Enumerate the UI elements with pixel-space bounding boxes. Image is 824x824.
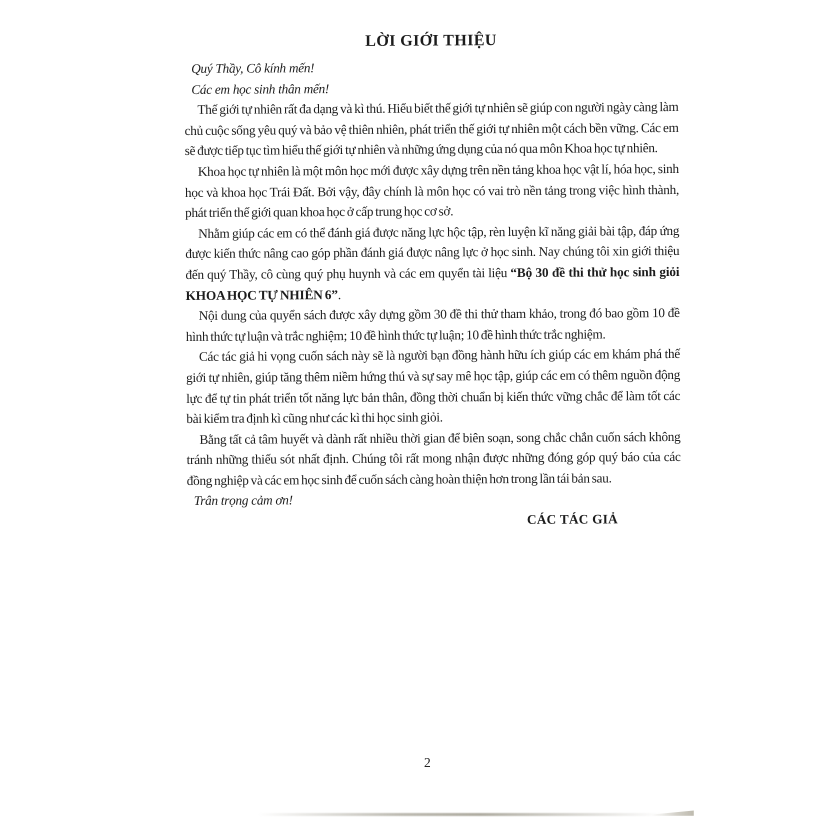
paragraph-book-introduction (185, 221, 679, 306)
bottom-page-edge-shadow (258, 813, 662, 816)
greeting-line-teachers: Quý Thầy, Cô kính mến! (191, 60, 315, 76)
book-title-bold: “Bộ 30 đề thi thử học sinh giỏi KHOA HỌC TỰ NHIÊN 6” (185, 263, 680, 303)
paragraph-book-introduction-suffix: . (337, 286, 341, 302)
authors-signature: CÁC TÁC GIẢ (526, 511, 619, 527)
page-number: 2 (424, 755, 431, 770)
bottom-page-corner-curl-shadow (652, 806, 694, 816)
paragraph-authors-hope: Các tác giả hi vọng cuốn sách này sẽ là người bạn đồng hành hữu ích giúp các em khám phá thế giới tự nhiên, giúp tăng thêm niềm hứng thú và sự say mê học tập, giúp các em có thêm nguồn động lực để tự tin phát triển tốt năng lực bản thân, đồng thời chuẩn bị kiến thức vững chắc để làm tốt các bài kiểm tra định kì cũng như các kì thi học sinh giỏi. (186, 346, 681, 427)
greeting-line-students: Các em học sinh thân mến! (191, 80, 330, 97)
paragraph-book-contents: Nội dung của quyển sách được xây dựng gồm 30 đề thi thử tham khảo, trong đó bao gồm 10 đề hình thức tự luận và trắc nghiệm; 10 đề hình thức tự luận; 10 đề hình thức trắc nghiệm. (185, 305, 680, 344)
page-text-block (184, 30, 681, 533)
paragraph-book-introduction-prefix: Nhằm giúp các em có thể đánh giá được năng lực hộc tập, rèn luyện kĩ năng giải bài tập, đáp ứng được kiến thức nâng cao góp phần đánh giá được nâng lực ở học sinh. Nay chúng tôi xin giới thiệu đến quý Thầy, cô cùng quý phụ huynh và các em quyển tài liệu (185, 222, 680, 282)
paragraph-feedback-request: Bằng tất cả tâm huyết và dành rất nhiều thời gian để biên soạn, song chắc chắn cuốn sách không tránh những thiếu sót nhất định. Chúng tôi rất mong nhận được những đóng góp quý báo của các đồng nghiệp và các em học sinh để cuốn sách càng hoàn thiện hơn trong lần tái bản sau. (186, 428, 681, 488)
closing-line: Trân trọng cảm ơn! (193, 492, 293, 509)
page-title: LỜI GIỚI THIỆU (365, 32, 497, 50)
paragraph-nature-world: Thế giới tự nhiên rất đa dạng và kì thú. Hiểu biết thế giới tự nhiên sẽ giúp con người ngày càng làm chủ cuộc sống yêu quý và bảo vệ thiên nhiên, phát triển thế giới tự nhiên một cách bền vững. Các em sẽ được tiếp tục tìm hiểu thế giới tự nhiên và những ứng dụng của nó qua môn Khoa học tự nhiên. (184, 99, 679, 159)
paragraph-subject-foundation: Khoa học tự nhiên là một môn học mới được xây dựng trên nền tảng khoa học vật lí, hóa học, sinh học và khoa học Trái Đất. Bởi vậy, đây chính là môn học có vai trò nền tảng trong việc hình thành, phát triển thế giới quan khoa học ở cấp trung học cơ sở. (184, 160, 680, 221)
